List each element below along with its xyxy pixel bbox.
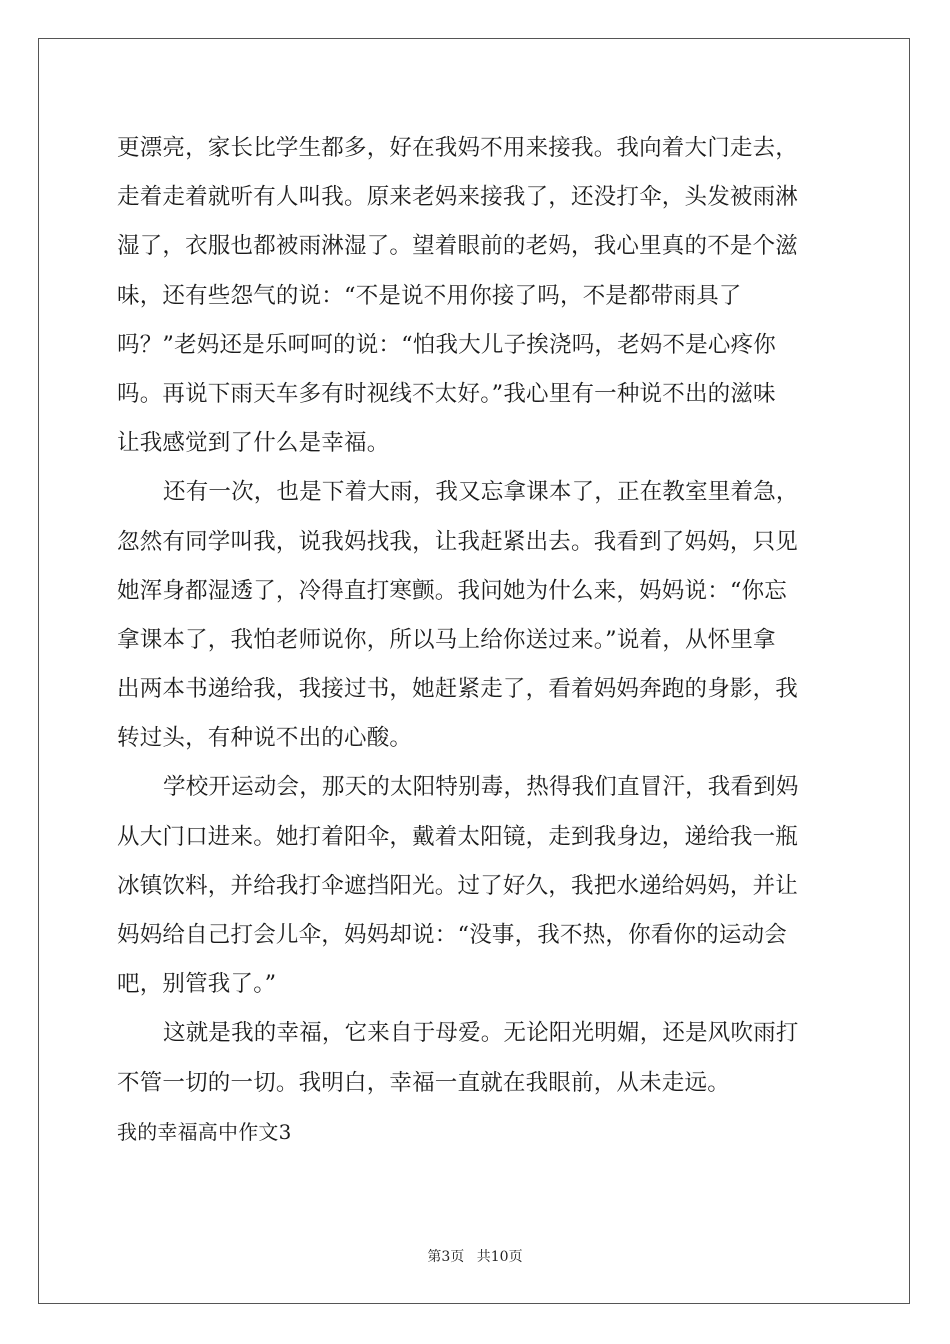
text-line: 更漂亮，家长比学生都多，好在我妈不用来接我。我向着大门走去，: [117, 135, 799, 161]
text-line: 不管一切的一切。我明白，幸福一直就在我眼前，从未走远。: [117, 1069, 730, 1096]
section-heading: 我的幸福高中作文3: [117, 1119, 292, 1144]
text-line: 吗。再说下雨天车多有时视线不太好。”我心里有一种说不出的滋味: [117, 380, 776, 407]
text-line: 从大门口进来。她打着阳伞，戴着太阳镜，走到我身边，递给我一瓶: [117, 823, 799, 850]
paragraph-1: [117, 124, 837, 468]
text-line: 湿了，衣服也都被雨淋湿了。望着眼前的老妈，我心里真的不是个滋: [117, 233, 799, 260]
text-line: 忽然有同学叫我，说我妈找我，让我赶紧出去。我看到了妈妈，只见: [117, 528, 799, 555]
text-line: 学校开运动会，那天的太阳特别毒，热得我们直冒汗，我看到妈: [163, 774, 799, 801]
paragraph-4: [117, 1009, 837, 1107]
text-line: 转过头，有种说不出的心酸。: [117, 725, 413, 752]
text-line: 冰镇饮料，并给我打伞遮挡阳光。过了好久，我把水递给妈妈，并让: [117, 872, 799, 899]
text-line: 吧，别管我了。”: [117, 971, 277, 998]
paragraph-3: [117, 763, 837, 1009]
text-line: 这就是我的幸福，它来自于母爱。无论阳光明媚，还是风吹雨打: [163, 1020, 799, 1047]
text-line: 出两本书递给我，我接过书，她赶紧走了，看着妈妈奔跑的身影，我: [117, 676, 799, 703]
text-line: 走着走着就听有人叫我。原来老妈来接我了，还没打伞，头发被雨淋: [117, 184, 799, 211]
text-line: 她浑身都湿透了，冷得直打寒颤。我问她为什么来，妈妈说：“你忘: [117, 577, 788, 604]
text-line: 味，还有些怨气的说：“不是说不用你接了吗，不是都带雨具了: [117, 282, 742, 309]
total-page-count: 共10页: [476, 1249, 523, 1265]
text-line: 还有一次，也是下着大雨，我又忘拿课本了，正在教室里着急，: [163, 479, 799, 506]
text-line: 吗？”老妈还是乐呵呵的说：“怕我大儿子挨浇吗，老妈不是心疼你: [117, 331, 777, 358]
text-line: 让我感觉到了什么是幸福。: [117, 430, 390, 457]
page-footer: [0, 1246, 950, 1266]
document-body: [117, 124, 837, 1157]
current-page-number: 第3页: [427, 1249, 465, 1265]
text-line: 妈妈给自己打会儿伞，妈妈却说：“没事，我不热，你看你的运动会: [117, 922, 788, 948]
text-line: 拿课本了，我怕老师说你，所以马上给你送过来。”说着，从怀里拿: [117, 626, 776, 653]
paragraph-2: [117, 468, 837, 763]
